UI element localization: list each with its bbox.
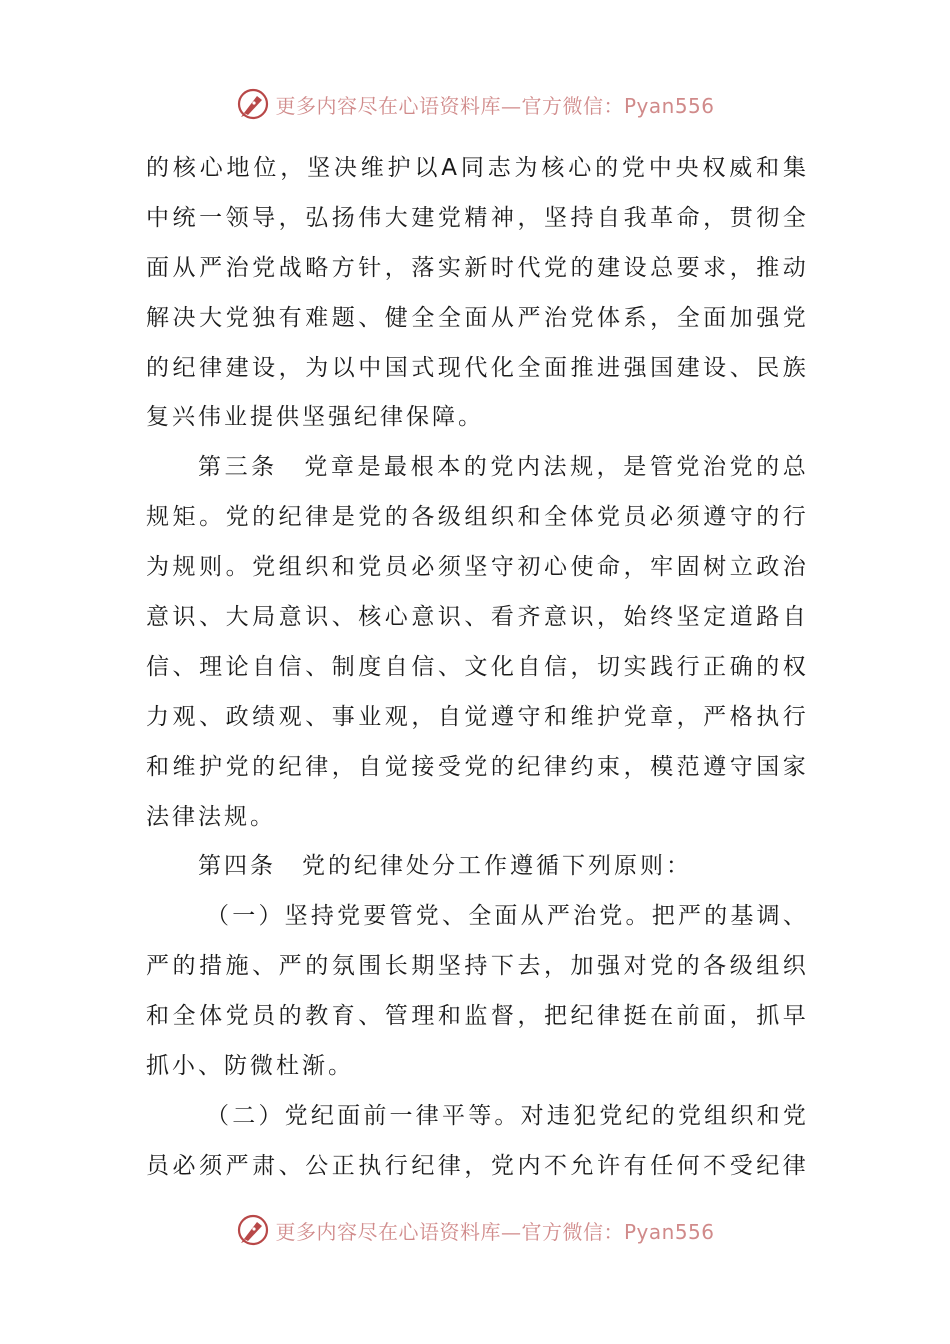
text-line: 严 的 措 施 、 严 的 氛 围 长 期 坚 持 下 去 ， 加 强 对 党 的 各 级 组 织 xyxy=(146,953,806,980)
text-line: 中 统 一 领 导 ， 弘 扬 伟 大 建 党 精 神 ， 坚 持 自 我 革 命 ， 贯 彻 全 xyxy=(146,204,806,231)
text-line: 意 识 、 大 局 意 识 、 核 心 意 识 、 看 齐 意 识 ， 始 终 坚 定 道 路 自 xyxy=(146,604,806,631)
text-line: 员 必 须 严 肃 、 公 正 执 行 纪 律 ， 党 内 不 允 许 有 任 何 不 受 纪 律 xyxy=(146,1152,806,1179)
line-text: 复兴伟业提供坚强纪律保障。 xyxy=(146,404,484,431)
text-line: 的 纪 律 建 设 ， 为 以 中 国 式 现 代 化 全 面 推 进 强 国 建 设 、 民 族 xyxy=(146,354,806,381)
line-text: 第四条 党的纪律处分工作遵循下列原则： xyxy=(198,853,692,880)
text-line: 解 决 大 党 独 有 难 题 、 健 全 全 面 从 严 治 党 体 系 ， 全 面 加 强 党 xyxy=(146,304,806,331)
text-line: （ 二 ） 党 纪 面 前 一 律 平 等 。 对 违 犯 党 纪 的 党 组 织 和 党 xyxy=(206,1102,806,1129)
text-line: 和 全 体 党 员 的 教 育 、 管 理 和 监 督 ， 把 纪 律 挺 在 前 面 ， 抓 早 xyxy=(146,1003,806,1030)
watermark-text: 更多内容尽在心语资料库—官方微信：Pyan556 xyxy=(275,1219,715,1244)
text-line: 规 矩 。 党 的 纪 律 是 党 的 各 级 组 织 和 全 体 党 员 必 须 遵 守 的 行 xyxy=(146,504,806,531)
text-line: 力 观 、 政 绩 观 、 事 业 观 ， 自 觉 遵 守 和 维 护 党 章 ， 严 格 执 行 xyxy=(146,703,806,730)
pen-nib-circle-icon xyxy=(235,86,271,122)
watermark-footer xyxy=(0,1210,950,1250)
document-body xyxy=(146,144,806,1192)
text-line xyxy=(146,842,806,892)
text-line: 第 三 条 党 章 是 最 根 本 的 党 内 法 规 ， 是 管 党 治 党 的 总 xyxy=(198,454,806,481)
text-line xyxy=(146,793,806,843)
text-line: 为 规 则 。 党 组 织 和 党 员 必 须 坚 守 初 心 使 命 ， 牢 固 树 立 政 治 xyxy=(146,554,806,581)
text-line xyxy=(146,1042,806,1092)
text-line: 信 、 理 论 自 信 、 制 度 自 信 、 文 化 自 信 ， 切 实 践 行 正 确 的 权 xyxy=(146,653,806,680)
line-text: 法律法规。 xyxy=(146,803,276,830)
watermark-text: 更多内容尽在心语资料库—官方微信：Pyan556 xyxy=(275,93,715,118)
text-line: （ 一 ） 坚 持 党 要 管 党 、 全 面 从 严 治 党 。 把 严 的 基 调 、 xyxy=(206,903,806,930)
text-line xyxy=(146,393,806,443)
line-text: 抓小、防微杜渐。 xyxy=(146,1053,354,1080)
pen-nib-circle-icon xyxy=(235,1212,271,1248)
watermark-header xyxy=(0,84,950,124)
text-line: 和 维 护 党 的 纪 律 ， 自 觉 接 受 党 的 纪 律 约 束 ， 模 范 遵 守 国 家 xyxy=(146,753,806,780)
text-line: 面 从 严 治 党 战 略 方 针 ， 落 实 新 时 代 党 的 建 设 总 要 求 ， 推 动 xyxy=(146,254,806,281)
text-line: 的 核 心 地 位 ， 坚 决 维 护 以 A 同 志 为 核 心 的 党 中 央 权 威 和 集 xyxy=(146,155,806,181)
